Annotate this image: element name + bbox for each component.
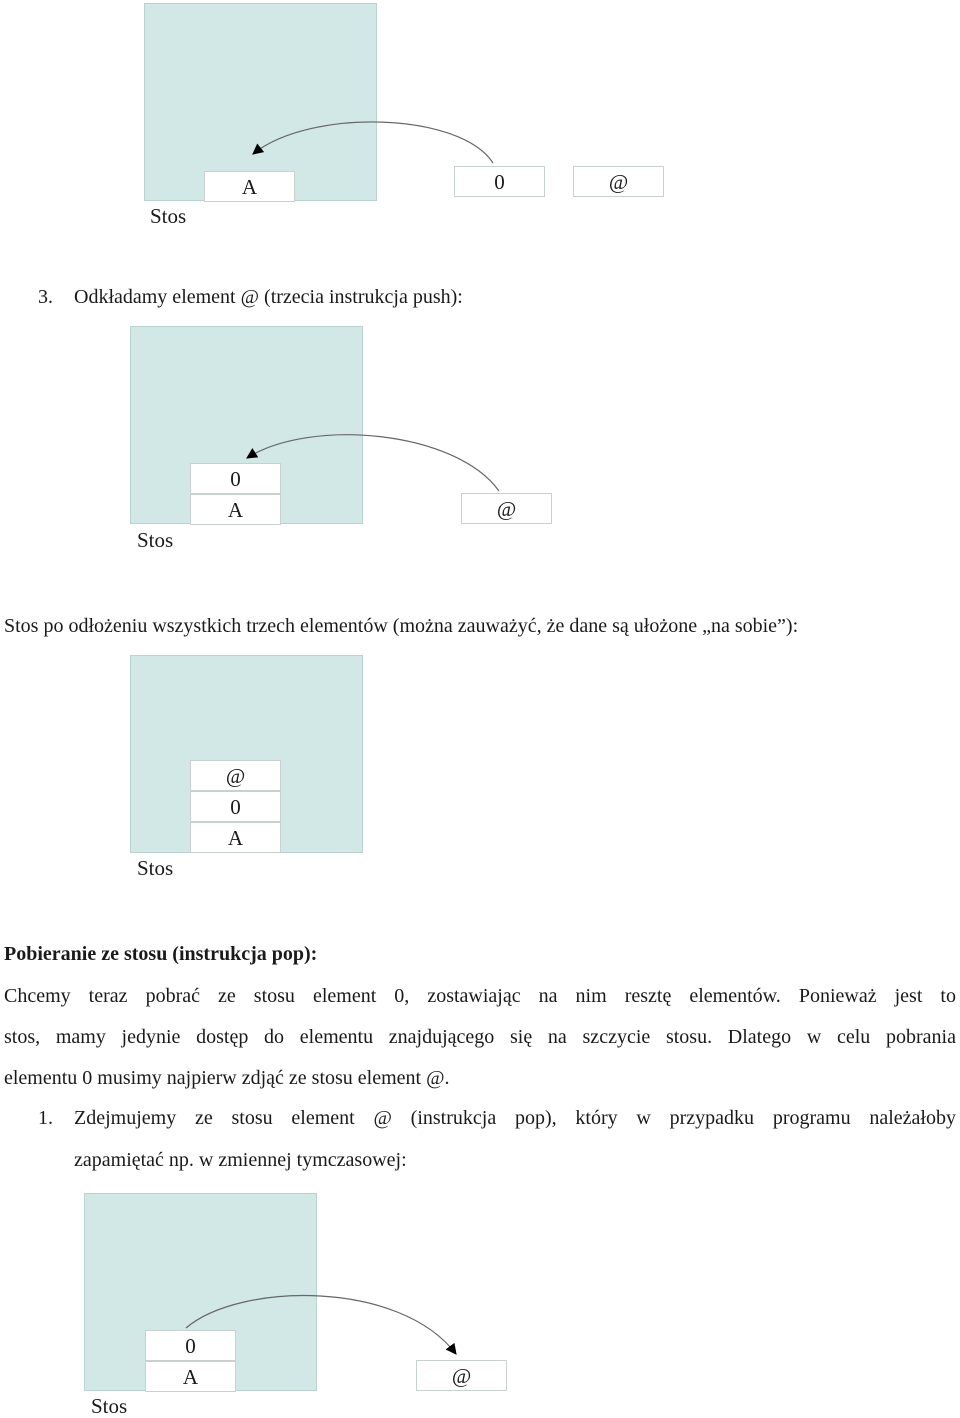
pop-step-1-number: 1. <box>38 1107 53 1129</box>
pop-paragraph-line-2: stos, mamy jedynie dostęp do elementu znajdującego się na szczycie stosu. Dlatego w celu pobrania <box>4 1026 956 1048</box>
pending-element: @ <box>461 493 552 524</box>
pop-step-1-line-2: zapamiętać np. w zmiennej tymczasowej: <box>74 1149 407 1171</box>
pop-step-1-line-1: Zdejmujemy ze stosu element @ (instrukcja pop), który w przypadku programu należałoby <box>74 1107 956 1129</box>
pop-heading: Pobieranie ze stosu (instrukcja pop): <box>4 943 318 965</box>
stack-label: Stos <box>91 1394 128 1418</box>
stack-label: Stos <box>137 856 174 880</box>
pop-paragraph-line-1: Chcemy teraz pobrać ze stosu element 0, zostawiając na nim resztę elementów. Ponieważ jest to <box>4 985 956 1007</box>
stack-cell: @ <box>190 760 281 791</box>
pending-element: @ <box>573 166 664 197</box>
stack-cell: A <box>190 822 281 853</box>
pending-element: 0 <box>454 166 545 197</box>
stack-cell: A <box>204 171 295 202</box>
stack-label: Stos <box>150 204 187 228</box>
stack-cell: 0 <box>145 1330 236 1361</box>
popped-element: @ <box>416 1360 507 1391</box>
after-push-text: Stos po odłożeniu wszystkich trzech elementów (można zauważyć, że dane są ułożone „na sobie”): <box>4 615 799 637</box>
stack-label: Stos <box>137 528 174 552</box>
stack-cell: 0 <box>190 463 281 494</box>
stack-cell: A <box>190 494 281 525</box>
stack-cell: 0 <box>190 791 281 822</box>
step-3-text: Odkładamy element @ (trzecia instrukcja push): <box>74 286 463 308</box>
stack-cell: A <box>145 1361 236 1392</box>
step-3-number: 3. <box>38 286 53 308</box>
pop-paragraph-line-3: elementu 0 musimy najpierw zdjąć ze stosu element @. <box>4 1067 450 1089</box>
